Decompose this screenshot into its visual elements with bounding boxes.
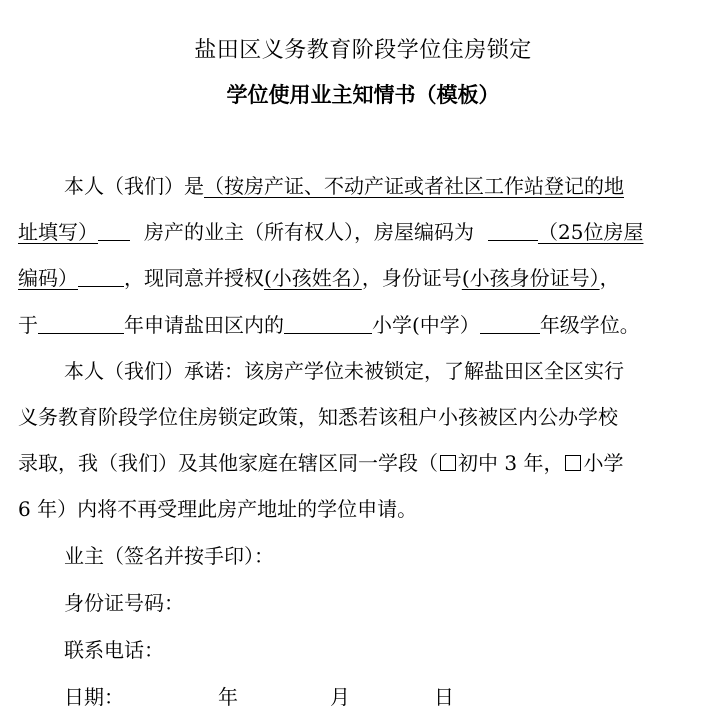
consent-text: ，现同意并授权 [124, 266, 264, 290]
date-day-label: 日 [434, 685, 454, 709]
comma-text: ， [599, 266, 620, 290]
child-name-field[interactable]: (小孩姓名） [264, 266, 362, 290]
house-code-hint-cont[interactable]: 编码） [18, 266, 78, 290]
owner-signature-label: 业主（签名并按手印）： [64, 544, 274, 568]
option-primary-label: 小学 [583, 451, 624, 475]
document-title: 盐田区义务教育阶段学位住房锁定 [194, 38, 532, 63]
child-id-field[interactable]: (小孩身份证号） [461, 266, 600, 290]
house-code-hint[interactable]: （25位房屋 [538, 220, 644, 244]
para1-prefix: 本人（我们）是 [64, 174, 204, 198]
date-year-label: 年 [218, 685, 238, 709]
school-text: 小学(中学） [372, 313, 480, 337]
grade-text: 年级学位。 [539, 313, 640, 337]
para2-line4: 6 年）内将不再受理此房产地址的学位申请。 [18, 497, 418, 521]
date-month-label: 月 [330, 685, 350, 709]
school-name-blank[interactable] [284, 313, 372, 334]
para2-line2: 义务教育阶段学位住房锁定政策，知悉若该租户小孩被区内公办学校 [18, 405, 618, 429]
date-label: 日期： [64, 685, 124, 709]
phone-label: 联系电话： [64, 638, 164, 662]
year-blank[interactable] [38, 313, 124, 334]
address-blank[interactable] [98, 220, 130, 241]
para1-line1 [64, 173, 624, 199]
para2-line1: 本人（我们）承诺：该房产学位未被锁定，了解盐田区全区实行 [64, 359, 624, 383]
junior-checkbox[interactable] [440, 455, 456, 471]
house-code-blank-cont[interactable] [78, 266, 124, 287]
owner-text: 房产的业主（所有权人），房屋编码为 [144, 220, 474, 244]
document-subtitle: 学位使用业主知情书（模板） [226, 82, 500, 107]
year-apply-text: 年申请盐田区内的 [124, 313, 284, 337]
grade-blank[interactable] [480, 313, 540, 334]
para2-line3-text: 录取，我（我们）及其他家庭在辖区同一学段（ [18, 451, 438, 475]
address-field-hint[interactable]: （按房产证、不动产证或者社区工作站登记的地 [204, 174, 624, 198]
para1-line2 [18, 219, 643, 245]
at-label: 于 [18, 313, 38, 337]
para2-line3 [18, 450, 623, 476]
date-row [64, 684, 454, 710]
para1-line4 [18, 312, 640, 338]
house-code-blank[interactable] [488, 220, 538, 241]
id-card-label: 身份证号码： [64, 591, 184, 615]
id-number-label: ，身份证号 [361, 266, 462, 290]
primary-checkbox[interactable] [565, 455, 581, 471]
para1-line3 [18, 265, 620, 291]
option-junior-label: 初中 3 年， [458, 451, 564, 475]
address-field-hint-cont[interactable]: 址填写） [18, 220, 98, 244]
